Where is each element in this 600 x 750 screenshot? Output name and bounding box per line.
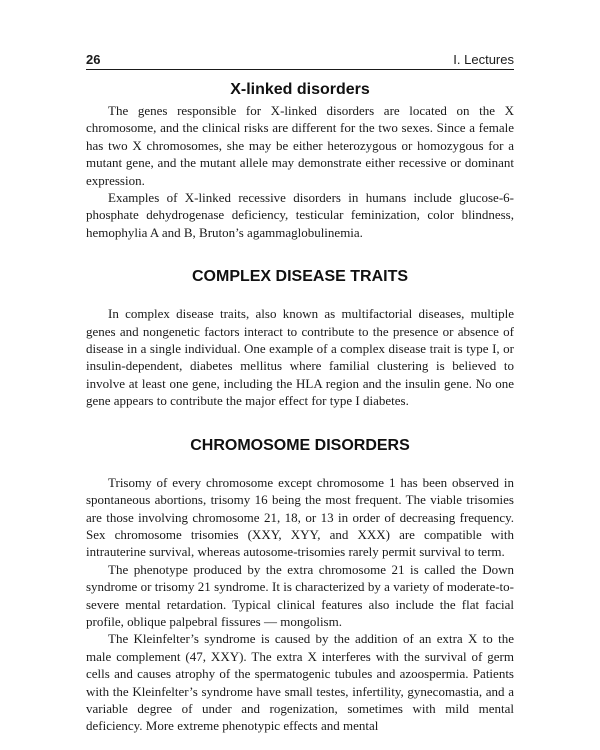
running-header xyxy=(86,52,514,70)
complex-traits-heading: COMPLEX DISEASE TRAITS xyxy=(191,268,409,286)
chromosome-paragraph: The phenotype produced by the extra chromosome 21 is called the Down syndrome or trisomy 21 syndrome. It is characterized by a variety of moderate-to-severe mental retardation. Typical clinical features also include the flat facial profile, oblique palpebral fissures — mongolism. xyxy=(86,561,514,629)
document-page xyxy=(86,52,514,735)
complex-traits-paragraph: In complex disease traits, also known as multifactorial diseases, multiple genes and nongenetic factors interact to contribute to the presence or absence of disease in a single individual. One example of a complex disease trait is type I, or insulin-dependent, diabetes mellitus where familial clustering is believed to involve at least one gene, including the HLA region and the insulin gene. No one gene appears to contribute the major effect for type I diabetes. xyxy=(86,306,514,409)
running-section-title: I. Lectures xyxy=(453,52,514,67)
chromosome-disorders-heading: CHROMOSOME DISORDERS xyxy=(190,436,410,454)
page-number: 26 xyxy=(86,52,101,67)
chromosome-paragraph: Trisomy of every chromosome except chromosome 1 has been observed in spontaneous abortions, trisomy 16 being the most frequent. The viable trisomies are those involving chromosome 21, 18, or 13 in order of decreasing frequency. Sex chromosome trisomies (XXY, XYY, and XXX) are compatible with intrauterine survival, whereas autosome-trisomies rarely permit survival to term. xyxy=(86,474,514,560)
xlinked-paragraph: The genes responsible for X-linked disorders are located on the X chromosome, and the clinical risks are different for the two sexes. Since a female has two X chromosomes, she may be either heterozygous or homozygous for a mutant gene, and the mutant allele may demonstrate either recessive or dominant expression. xyxy=(86,103,514,188)
chromosome-paragraph: The Kleinfelter’s syndrome is caused by the addition of an extra X to the male complement (47, XXY). The extra X interferes with the survival of germ cells and causes atrophy of the spermatogenic tubules and azoospermia. Patients with the Kleinfelter’s syndrome have small testes, infertility, gynecomastia, and a variable degree of under and rogenization, sometimes with mild mental deficiency. More extreme phenotypic effects and mental xyxy=(86,631,514,734)
xlinked-paragraph: Examples of X-linked recessive disorders in humans include glucose-6-phosphate dehydrogenase deficiency, testicular feminization, color blindness, hemophylia A and B, Bruton’s agammaglobulinemia. xyxy=(86,190,514,240)
xlinked-heading: X-linked disorders xyxy=(230,81,370,98)
